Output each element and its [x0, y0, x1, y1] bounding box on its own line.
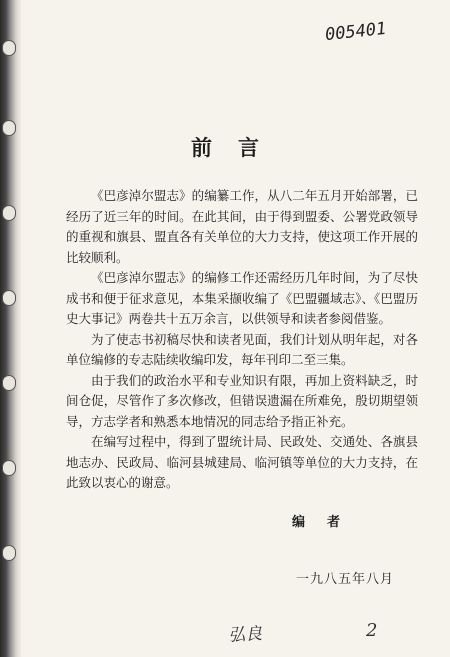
paragraph: 《巴彦淖尔盟志》的编纂工作，从八二年五月开始部署，已经历了近三年的时间。在此其间，由于得到盟委、公署党政领导的重视和旗县、盟直各有关单位的大力支持，使这项工作开展的比较顺利。 — [66, 188, 418, 265]
archive-stamp-number: 005401 — [324, 18, 388, 46]
author-signature: 编者 — [292, 515, 363, 530]
binding-hole — [2, 290, 16, 306]
paragraph: 由于我们的政治水平和专业知识有限，再加上资料缺乏，时间仓促，尽管作了多次修改，但错误遗漏在所难免，殷切期望领导，方志学者和熟悉本地情况的同志给予指正补充。 — [66, 372, 418, 429]
binding-hole — [2, 545, 16, 561]
page-number: 2 — [366, 620, 378, 641]
binding-edge — [0, 0, 22, 657]
binding-hole — [2, 375, 16, 391]
handwritten-signature: 弘良 — [227, 623, 263, 647]
preface-body — [66, 186, 418, 494]
binding-hole — [2, 40, 16, 56]
date-line: 一九八五年八月 — [296, 572, 395, 587]
binding-hole — [2, 460, 16, 476]
paragraph: 为了使志书初稿尽快和读者见面，我们计划从明年起，对各单位编修的专志陆续收编印发，每年刊印二至三集。 — [66, 331, 418, 367]
page-title: 前言 — [191, 135, 285, 160]
paragraph: 在编写过程中，得到了盟统计局、民政处、交通处、各旗县地志办、民政局、临河县城建局、临河镇等单位的大力支持，在此致以衷心的谢意。 — [66, 434, 418, 490]
paragraph: 《巴彦淖尔盟志》的编修工作还需经历几年时间，为了尽快成书和便于征求意见，本集采撷收编了《巴盟疆域志》、《巴盟历史大事记》两卷共十五万余言，以供领导和读者参阅借鉴。 — [66, 270, 418, 326]
binding-hole — [2, 205, 16, 221]
